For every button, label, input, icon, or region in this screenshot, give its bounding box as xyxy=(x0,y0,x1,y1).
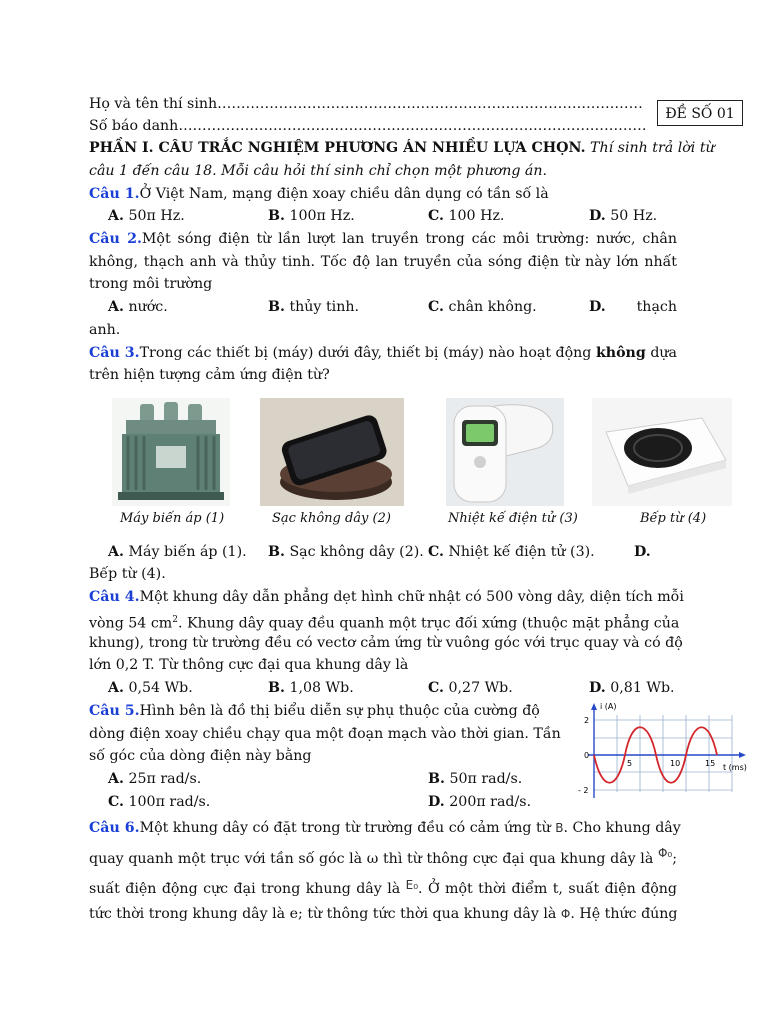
q5-option-a: A. 25π rad/s. xyxy=(108,771,202,787)
question-5-line-2: dòng điện xoay chiều chạy qua một đoạn mạch vào thời gian. Tần xyxy=(89,726,561,742)
y-axis-label: i (A) xyxy=(600,702,617,711)
q1-option-d: D. 50 Hz. xyxy=(589,208,658,224)
q2-option-d-wrap: anh. xyxy=(89,322,121,338)
question-2: Câu 2.Một sóng điện từ lần lượt lan truyền trong các môi trường: nước, chân xyxy=(89,231,677,247)
question-5-line-3: số góc của dòng điện này bằng xyxy=(89,748,312,764)
q2-option-d: D. thạch xyxy=(589,299,677,315)
q1-option-a: A. 50π Hz. xyxy=(108,208,185,224)
question-label: Câu 2. xyxy=(89,231,142,247)
thermometer-image xyxy=(446,398,564,506)
part-instruction-2: câu 1 đến câu 18. Mỗi câu hỏi thí sinh chỉ chọn một phương án. xyxy=(89,163,548,179)
question-label: Câu 3. xyxy=(89,345,140,361)
exam-code-box: ĐỀ SỐ 01 xyxy=(657,100,743,126)
q5-option-c: C. 100π rad/s. xyxy=(108,794,211,810)
q4-option-a: A. 0,54 Wb. xyxy=(108,680,193,696)
question-4-line-4: lớn 0,2 T. Từ thông cực đại qua khung dây là xyxy=(89,657,409,673)
question-2-line-3: trong môi trường xyxy=(89,276,213,292)
question-label: Câu 6. xyxy=(89,820,140,836)
part-title: PHẦN I. CÂU TRẮC NGHIỆM PHƯƠNG ÁN NHIỀU LỰA CHỌN. xyxy=(89,140,586,156)
x-tick-label: 10 xyxy=(670,759,681,768)
q2-option-a: A. nước. xyxy=(108,299,168,315)
q5-option-d: D. 200π rad/s. xyxy=(428,794,532,810)
q3-option-c: C. Nhiệt kế điện tử (3). xyxy=(428,544,595,560)
y-axis-arrow xyxy=(591,703,597,710)
transformer-image xyxy=(112,398,230,506)
q3-option-d-wrap: Bếp từ (4). xyxy=(89,566,166,582)
q3-option-a: A. Máy biến áp (1). xyxy=(108,544,247,560)
q2-option-b: B. thủy tinh. xyxy=(268,299,359,315)
x-axis-label: t (ms) xyxy=(723,763,747,772)
image-caption-1: Máy biến áp (1) xyxy=(120,511,225,526)
image-caption-4: Bếp từ (4) xyxy=(640,511,707,526)
image-caption-3: Nhiệt kế điện tử (3) xyxy=(448,511,578,526)
y-tick-label: 0 xyxy=(584,751,590,760)
part-instruction-1: Thí sinh trả lời từ xyxy=(590,140,715,156)
question-6-line-3: suất điện động cực đại trong khung dây là $^{E_0}$. Ở một thời điểm t, suất điện động xyxy=(89,878,678,897)
q1-option-c: C. 100 Hz. xyxy=(428,208,505,224)
q1-option-b: B. 100π Hz. xyxy=(268,208,355,224)
image-caption-2: Sạc không dây (2) xyxy=(272,511,391,526)
q4-option-b: B. 1,08 Wb. xyxy=(268,680,354,696)
x-tick-label: 15 xyxy=(705,759,716,768)
wireless-charger-image xyxy=(260,398,404,506)
b-symbol: B xyxy=(555,821,564,835)
question-text: Ở Việt Nam, mạng điện xoay chiều dân dụng có tần số là xyxy=(139,186,549,202)
y-tick-label: 2 xyxy=(584,716,590,725)
x-axis-arrow xyxy=(739,752,746,758)
e0-symbol: E₀ xyxy=(405,878,419,892)
question-label: Câu 1. xyxy=(89,186,140,202)
current-time-graph xyxy=(572,700,754,804)
question-6-line-2: quay quanh một trục với tần số góc là ω thì từ thông cực đại qua khung dây là $^{\Phi_0}$; xyxy=(89,846,677,867)
q5-option-b: B. 50π rad/s. xyxy=(428,771,523,787)
question-label: Câu 4. xyxy=(89,589,140,605)
induction-cooker-image xyxy=(592,398,732,506)
q3-option-b: B. Sạc không dây (2). xyxy=(268,544,424,560)
phi-symbol: Φ xyxy=(560,907,571,921)
question-4-line-2: vòng 54 $cm^2$. Khung dây quay đều quanh một trục đối xứng (thuộc mặt phẳng của xyxy=(89,615,680,632)
question-3-line-2: trên hiện tượng cảm ứng điện từ? xyxy=(89,367,330,383)
phi0-symbol: Φ₀ xyxy=(657,846,673,860)
question-4: Câu 4.Một khung dây dẫn phẳng dẹt hình chữ nhật có 500 vòng dây, diện tích mỗi xyxy=(89,589,684,605)
q3-option-d: D. xyxy=(634,544,651,560)
candidate-id-line: Số báo danh……………………………………………………………………………………… xyxy=(89,118,647,134)
q4-option-d: D. 0,81 Wb. xyxy=(589,680,675,696)
question-4-line-3: khung), trong từ trường đều có vectơ cảm ứng từ vuông góc với trục quay và có độ xyxy=(89,635,683,651)
question-6: Câu 6.Một khung dây có đặt trong từ trường đều có cảm ứng từ B. Cho khung dây xyxy=(89,820,681,836)
question-5: Câu 5.Hình bên là đồ thị biểu diễn sự phụ thuộc của cường độ xyxy=(89,703,540,719)
question-2-line-2: không, thạch anh và thủy tinh. Tốc độ lan truyền của sóng điện từ này lớn nhất xyxy=(89,254,677,270)
q4-option-c: C. 0,27 Wb. xyxy=(428,680,513,696)
question-6-line-4: tức thời trong khung dây là e; từ thông tức thời qua khung dây là Φ. Hệ thức đúng xyxy=(89,906,678,922)
question-1 xyxy=(89,183,677,205)
question-label: Câu 5. xyxy=(89,703,140,719)
candidate-name-line: Họ và tên thí sinh……………………………………………………………………………… xyxy=(89,96,643,112)
q2-option-c: C. chân không. xyxy=(428,299,537,315)
x-tick-label: 5 xyxy=(627,759,633,768)
part-heading xyxy=(89,137,715,159)
question-3: Câu 3.Trong các thiết bị (máy) dưới đây, thiết bị (máy) nào hoạt động không dựa xyxy=(89,345,677,361)
y-tick-label: - 2 xyxy=(578,786,589,795)
